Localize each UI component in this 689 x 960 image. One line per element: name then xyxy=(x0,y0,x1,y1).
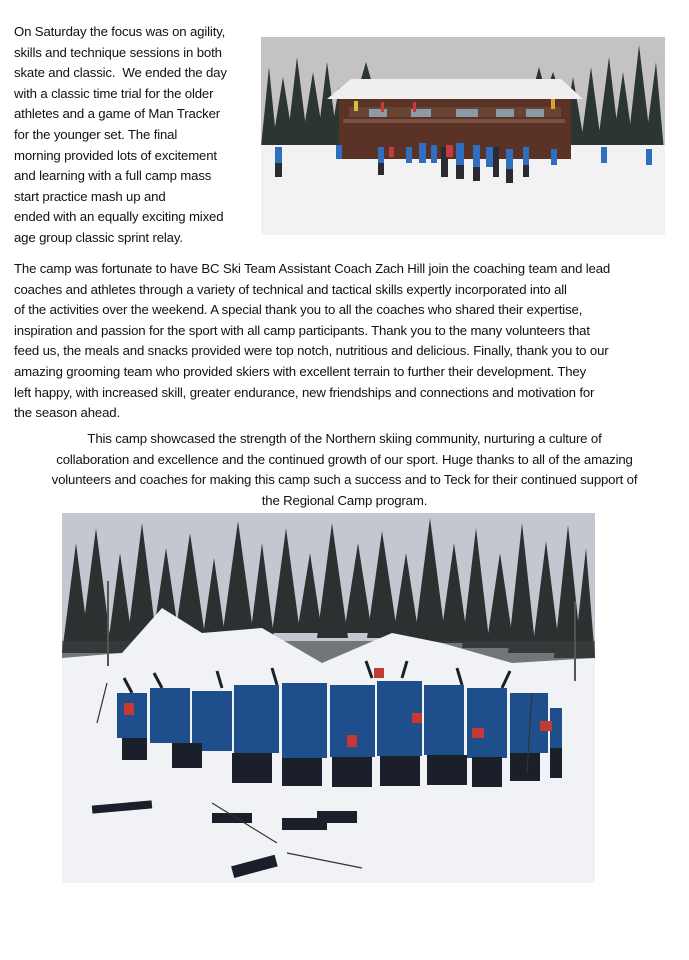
text-line: left happy, with increased skill, greater endurance, new friendships and connections and motivation for xyxy=(14,384,595,400)
text-line: collaboration and excellence and the continued growth of our sport. Huge thanks to all of the amazing xyxy=(56,451,633,467)
text-line: the season ahead. xyxy=(14,405,120,421)
paragraph-coaching-thanks xyxy=(14,259,684,424)
text-line: morning provided lots of excitement xyxy=(14,147,217,163)
text-line: the Regional Camp program. xyxy=(261,492,428,508)
camp-group-photo xyxy=(62,513,595,883)
paragraph-closing xyxy=(0,429,689,511)
text-line: amazing grooming team who provided skiers with excellent terrain to further their development. They xyxy=(14,363,587,379)
text-line: On Saturday the focus was on agility, xyxy=(14,24,226,39)
text-line: age group classic sprint relay. xyxy=(14,229,183,245)
text-line: of the activities over the weekend. A special thank you to all the coaches who shared their expertise, xyxy=(14,302,583,318)
ski-lodge-photo xyxy=(261,37,665,235)
text-line: The camp was fortunate to have BC Ski Team Assistant Coach Zach Hill join the coaching team and lead xyxy=(14,261,611,276)
text-line: inspiration and passion for the sport with all camp participants. Thank you to the many volunteers that xyxy=(14,322,590,338)
text-line: and learning with a full camp mass xyxy=(14,168,212,184)
text-line: start practice mash up and xyxy=(14,188,166,204)
text-line: for the younger set. The final xyxy=(14,126,178,142)
group-photo-illustration xyxy=(62,513,595,883)
text-line: skate and classic. We ended the day xyxy=(14,65,227,81)
text-line: feed us, the meals and snacks provided were top notch, nutritious and delicious. Finally, thank you to our xyxy=(14,343,609,359)
text-line: coaches and athletes through a variety of technical and tactical skills expertly incorporated into all xyxy=(14,281,567,297)
ski-lodge-illustration xyxy=(261,37,665,235)
text-line: This camp showcased the strength of the Northern skiing community, nurturing a culture of xyxy=(87,431,602,446)
paragraph-saturday-activities xyxy=(14,22,259,249)
text-line: skills and technique sessions in both xyxy=(14,44,222,60)
text-line: ended with an equally exciting mixed xyxy=(14,209,224,225)
text-line: with a classic time trial for the older xyxy=(14,85,214,101)
text-line: volunteers and coaches for making this camp such a success and to Teck for their continued support of xyxy=(51,472,638,488)
text-line: athletes and a game of Man Tracker xyxy=(14,106,221,122)
